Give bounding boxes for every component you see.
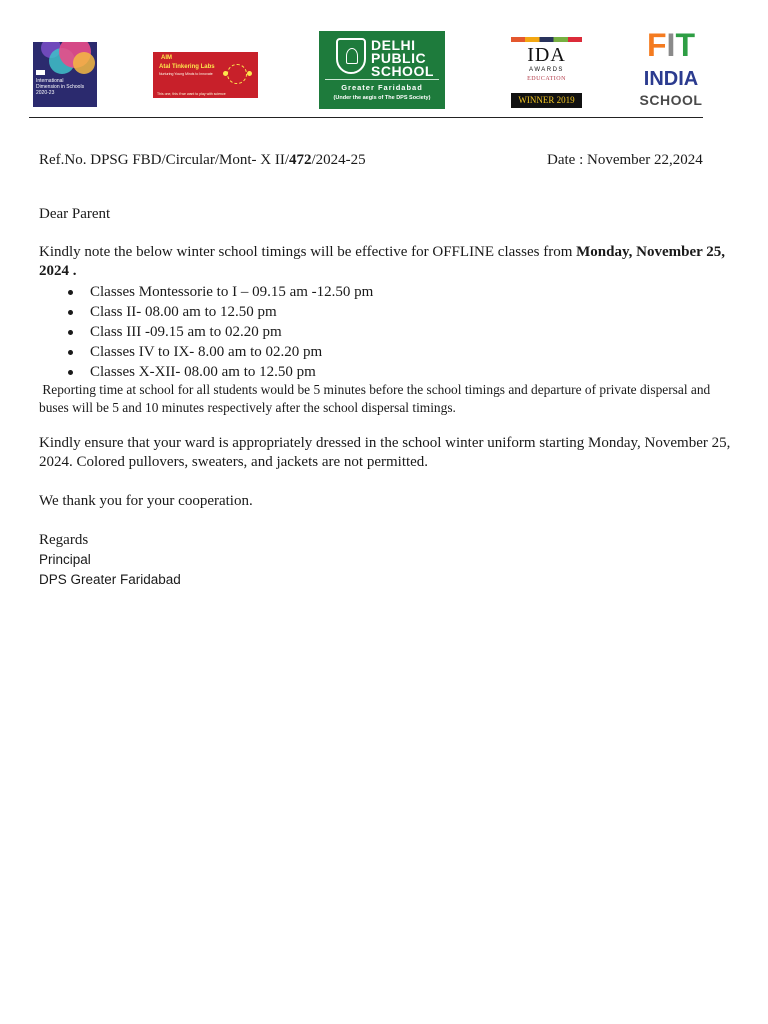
- gear-icon: [227, 64, 247, 84]
- salutation: Dear Parent: [39, 206, 111, 222]
- ref-number: 472: [289, 152, 312, 168]
- atal-tinkering-labs-logo: [153, 52, 258, 98]
- thanks-line: We thank you for your cooperation.: [39, 493, 253, 509]
- atl-footer: This one, this if we want to play with science: [157, 92, 226, 96]
- fit-letter: T: [675, 27, 695, 63]
- uniform-paragraph: Kindly ensure that your ward is appropriately dressed in the school winter uniform starting Monday, November 25, 2024. Colored pullovers, sweaters, and jackets are not permitted.: [39, 435, 731, 470]
- intro-text: Kindly note the below winter school timings will be effective for OFFLINE classes from: [39, 244, 577, 260]
- school-signature: DPS Greater Faridabad: [39, 572, 181, 587]
- ids-logo-line: International: [36, 78, 64, 84]
- intro-paragraph: [39, 243, 729, 281]
- regards-line: Regards: [39, 532, 89, 548]
- fit-india-school-logo: [637, 28, 705, 112]
- atl-name: Atal Tinkering Labs: [159, 64, 215, 70]
- british-council-mark-icon: [36, 70, 45, 75]
- signatory: Principal: [39, 552, 91, 567]
- ida-category: EDUCATION: [527, 76, 566, 82]
- ida-awards-logo: [511, 37, 582, 109]
- ida-awards: AWARDS: [529, 67, 564, 73]
- color-bar: [511, 37, 582, 42]
- fit-letter: F: [647, 27, 667, 63]
- list-item: Classes Montessorie to I – 09.15 am -12.50 pm: [39, 282, 373, 302]
- ids-logo-line: Dimension in Schools: [36, 84, 85, 90]
- intro-date: Monday, November 25, 2024 .: [39, 244, 726, 279]
- international-dimension-logo: [33, 42, 97, 107]
- list-item: Class III -09.15 am to 02.20 pm: [39, 322, 373, 342]
- fit-wordmark: [637, 28, 705, 62]
- list-item: Classes IV to IX- 8.00 am to 02.20 pm: [39, 342, 373, 362]
- dps-name-line: DELHI: [371, 37, 416, 53]
- ref-prefix: Ref.No. DPSG FBD/Circular/Mont- X II/: [39, 152, 289, 168]
- reference-number: [39, 151, 366, 170]
- crest-icon: [336, 38, 366, 74]
- ida-winner-badge: WINNER 2019: [511, 93, 582, 108]
- list-item: Classes X-XII- 08.00 am to 12.50 pm: [39, 362, 373, 382]
- timings-list: [39, 282, 373, 382]
- ids-logo-line: 2020-23: [36, 90, 55, 96]
- fit-india: INDIA: [643, 68, 699, 90]
- divider: [325, 79, 439, 80]
- dps-aegis: (Under the aegis of The DPS Society): [333, 95, 431, 101]
- reporting-paragraph: Reporting time at school for all students would be 5 minutes before the school timings and departure of private dispersal and buses will be 5 and 10 minutes respectively after the school dispersal timings.: [39, 382, 711, 415]
- ref-suffix: /2024-25: [311, 152, 366, 168]
- fit-letter: I: [666, 27, 676, 63]
- dps-name-line: PUBLIC: [371, 50, 427, 66]
- atl-brand: AIM: [161, 55, 172, 61]
- letter-date: Date : November 22,2024: [547, 152, 703, 168]
- dps-place: Greater Faridabad: [341, 83, 423, 92]
- header-divider: [29, 117, 703, 118]
- atl-tagline: Nurturing Young Minds to Innovate: [159, 72, 213, 76]
- list-item: Class II- 08.00 am to 12.50 pm: [39, 302, 373, 322]
- fit-school: SCHOOL: [639, 92, 703, 108]
- delhi-public-school-logo: [319, 31, 445, 109]
- dps-name-line: SCHOOL: [371, 63, 434, 79]
- dot-icon: [223, 71, 228, 76]
- dot-icon: [247, 71, 252, 76]
- ida-title: IDA: [527, 44, 566, 66]
